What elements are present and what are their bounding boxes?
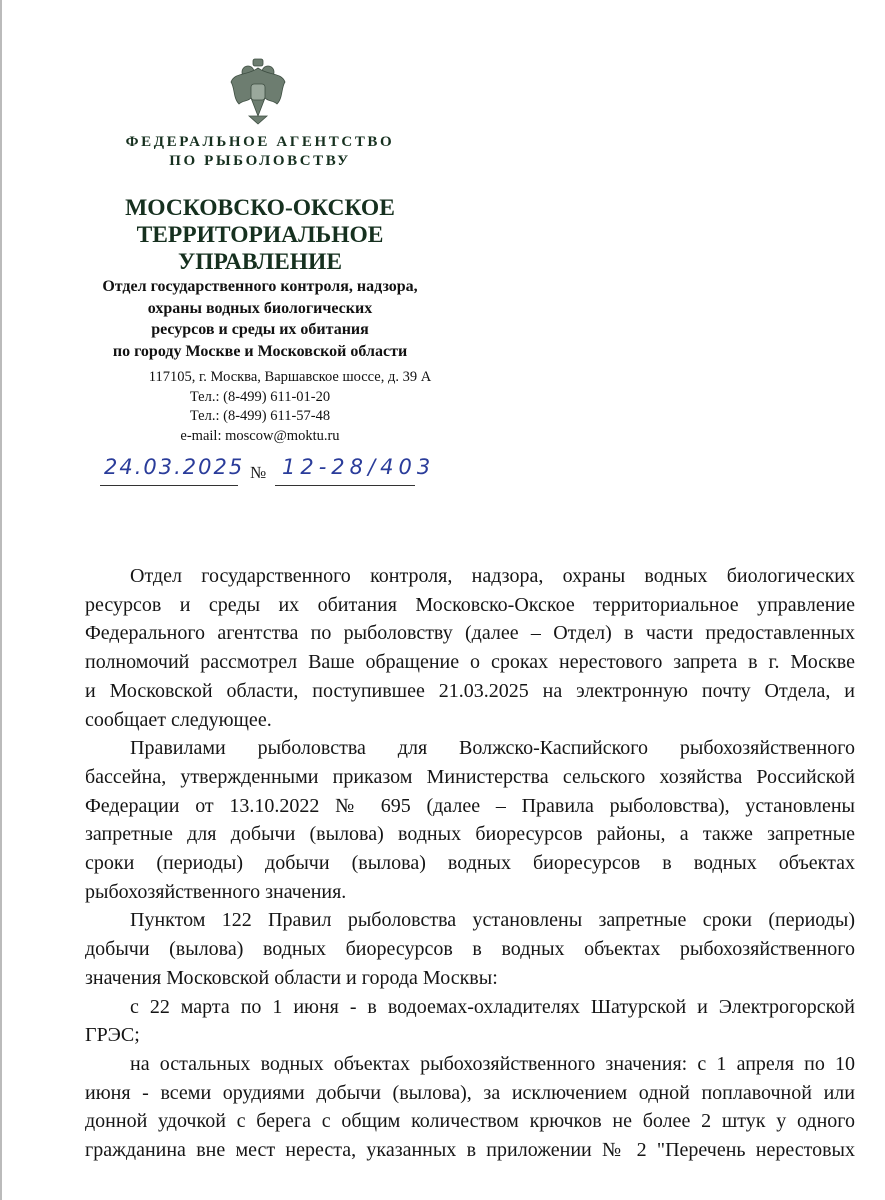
- email: e-mail: moscow@moktu.ru: [180, 427, 340, 444]
- coat-of-arms-icon: [229, 58, 287, 126]
- text-line: значения Московской области и города Москвы:: [85, 966, 498, 989]
- handwritten-date: 24.03.2025: [104, 455, 245, 479]
- department-line: охраны водных биологических: [147, 299, 373, 317]
- department-line: Отдел государственного контроля, надзора,: [102, 278, 418, 295]
- office-title: [60, 195, 460, 276]
- paragraph: [85, 906, 855, 992]
- text-line: на остальных водных объектах рыбохозяйственного значения: с 1 апреля по 10: [130, 1052, 855, 1075]
- number-underline: [275, 485, 415, 486]
- department-line: ресурсов и среды их обитания: [151, 321, 369, 338]
- text-line: бассейна, утвержденными приказом Министерства сельского хозяйства Российской: [85, 765, 855, 788]
- text-line: Федерального агентства по рыболовству (далее – Отдел) в части предоставленных: [85, 622, 855, 645]
- address: 117105, г. Москва, Варшавское шоссе, д. 39 А: [148, 369, 432, 385]
- agency-name: [60, 133, 460, 171]
- department-name: [60, 276, 460, 362]
- text-line: Правилами рыболовства для Волжско-Каспийского рыбохозяйственного: [130, 737, 855, 760]
- text-line: сроки (периоды) добычи (вылова) водных биоресурсов в водных объектах: [85, 852, 855, 875]
- phone: Тел.: (8-499) 611-57-48: [189, 408, 331, 424]
- text-line: полномочий рассмотрел Ваше обращение о сроках нерестового запрета в г. Москве: [85, 651, 855, 674]
- text-line: гражданина вне мест нереста, указанных в приложении № 2 "Перечень нерестовых: [85, 1139, 855, 1162]
- text-line: с 22 марта по 1 июня - в водоемах-охладителях Шатурской и Электрогорской: [130, 995, 855, 1018]
- number-sign: №: [250, 463, 267, 482]
- contact-block: [60, 368, 460, 446]
- text-line: сообщает следующее.: [85, 708, 272, 731]
- phone: Тел.: (8-499) 611-01-20: [189, 388, 331, 405]
- paragraph: [85, 734, 855, 906]
- title-line: УПРАВЛЕНИЕ: [177, 249, 343, 275]
- text-line: и Московской области, поступившее 21.03.2025 на электронную почту Отдела, и: [85, 679, 855, 702]
- department-line: по городу Москве и Московской области: [112, 342, 408, 360]
- text-line: июня - всеми орудиями добычи (вылова), за исключением одной поплавочной или: [85, 1081, 855, 1104]
- text-line: запретные для добычи (вылова) водных биоресурсов районы, а также запретные: [85, 823, 855, 846]
- paragraph: [85, 993, 855, 1050]
- agency-line: ПО РЫБОЛОВСТВУ: [169, 153, 351, 169]
- text-line: ГРЭС;: [85, 1024, 140, 1047]
- text-line: рыбохозяйственного значения.: [85, 880, 347, 903]
- paragraph: [85, 1050, 855, 1165]
- title-line: ТЕРРИТОРИАЛЬНОЕ: [136, 222, 384, 248]
- text-line: Федерации от 13.10.2022 № 695 (далее – Правила рыболовства), установлены: [85, 794, 855, 817]
- text-line: добычи (вылова) водных биоресурсов в водных объектах рыбохозяйственного: [85, 938, 855, 961]
- scan-edge: [0, 0, 2, 1200]
- text-line: ресурсов и среды их обитания Московско-Окское территориальное управление: [85, 593, 855, 616]
- letter-body: [85, 562, 855, 1165]
- paragraph: [85, 562, 855, 734]
- text-line: Отдел государственного контроля, надзора, охраны водных биологических: [130, 565, 855, 587]
- text-line: Пунктом 122 Правил рыболовства установлены запретные сроки (периоды): [130, 909, 855, 932]
- date-underline: [100, 485, 238, 486]
- registration-line: [0, 455, 885, 487]
- title-line: МОСКОВСКО-ОКСКОЕ: [125, 195, 395, 221]
- handwritten-number: 12-28/403: [282, 455, 436, 479]
- agency-line: ФЕДЕРАЛЬНОЕ АГЕНТСТВО: [125, 134, 395, 150]
- text-line: донной удочкой с берега с общим количеством крючков не более 2 штук у одного: [85, 1110, 855, 1133]
